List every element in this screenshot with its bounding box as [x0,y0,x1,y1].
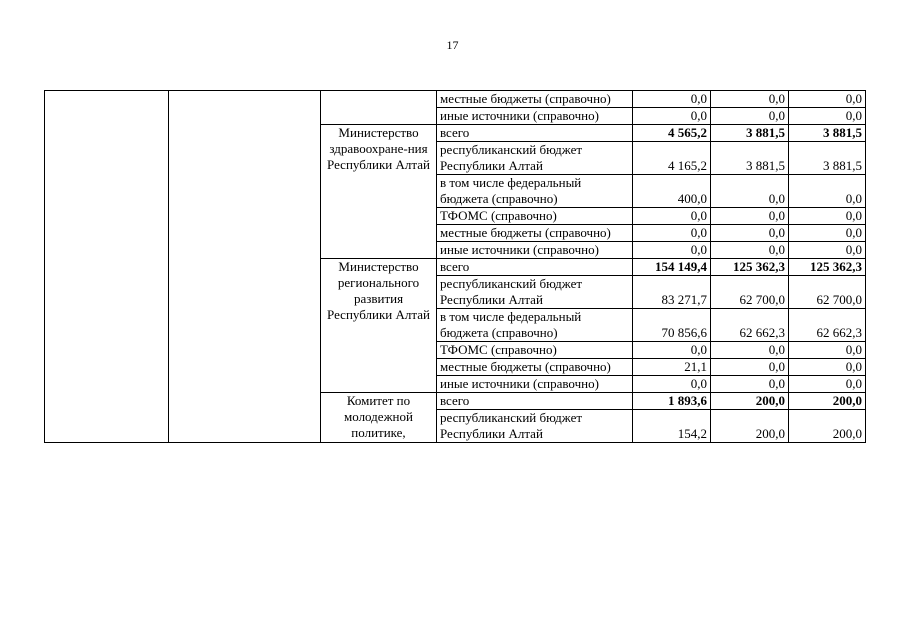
amount-cell: 0,0 [789,225,866,242]
funding-source-cell: республиканский бюджет Республики Алтай [437,276,633,309]
organization-cell: Комитет по молодежной политике, [321,393,437,443]
funding-source-cell: всего [437,393,633,410]
organization-cell [321,91,437,125]
amount-cell: 200,0 [711,410,789,443]
amount-cell: 3 881,5 [711,125,789,142]
funding-source-cell: местные бюджеты (справочно) [437,225,633,242]
amount-cell: 0,0 [633,342,711,359]
amount-cell: 0,0 [789,91,866,108]
amount-cell: 70 856,6 [633,309,711,342]
table-body [45,91,866,443]
amount-cell: 0,0 [789,108,866,125]
page-number: 17 [446,38,459,52]
amount-cell: 200,0 [711,393,789,410]
amount-cell: 200,0 [789,410,866,443]
funding-source-cell: местные бюджеты (справочно) [437,91,633,108]
amount-cell: 0,0 [711,376,789,393]
amount-cell: 4 165,2 [633,142,711,175]
funding-source-cell: ТФОМС (справочно) [437,342,633,359]
amount-cell: 154 149,4 [633,259,711,276]
amount-cell: 0,0 [711,108,789,125]
organization-cell: Министерство здравоохране-ния Республики Алтай [321,125,437,259]
amount-cell: 0,0 [789,359,866,376]
funding-source-cell: республиканский бюджет Республики Алтай [437,410,633,443]
funding-source-cell: республиканский бюджет Республики Алтай [437,142,633,175]
amount-cell: 0,0 [711,175,789,208]
amount-cell: 3 881,5 [789,142,866,175]
amount-cell: 0,0 [711,225,789,242]
funding-source-cell: в том числе федеральный бюджета (справочно) [437,309,633,342]
amount-cell: 154,2 [633,410,711,443]
amount-cell: 400,0 [633,175,711,208]
amount-cell: 125 362,3 [711,259,789,276]
funding-source-cell: иные источники (справочно) [437,108,633,125]
amount-cell: 0,0 [633,225,711,242]
funding-source-cell: всего [437,259,633,276]
amount-cell: 0,0 [789,242,866,259]
amount-cell: 0,0 [633,242,711,259]
amount-cell: 0,0 [789,376,866,393]
amount-cell: 62 700,0 [789,276,866,309]
organization-cell: Министерство регионального развития Республики Алтай [321,259,437,393]
budget-table [44,90,866,443]
amount-cell: 1 893,6 [633,393,711,410]
amount-cell: 0,0 [711,208,789,225]
funding-source-cell: иные источники (справочно) [437,376,633,393]
amount-cell: 0,0 [633,91,711,108]
amount-cell: 0,0 [633,108,711,125]
amount-cell: 3 881,5 [711,142,789,175]
funding-source-cell: в том числе федеральный бюджета (справочно) [437,175,633,208]
amount-cell: 4 565,2 [633,125,711,142]
amount-cell: 125 362,3 [789,259,866,276]
amount-cell: 0,0 [711,359,789,376]
funding-source-cell: ТФОМС (справочно) [437,208,633,225]
column-blank-2 [169,91,321,443]
amount-cell: 0,0 [789,175,866,208]
amount-cell: 0,0 [711,342,789,359]
amount-cell: 83 271,7 [633,276,711,309]
amount-cell: 62 662,3 [789,309,866,342]
amount-cell: 21,1 [633,359,711,376]
amount-cell: 0,0 [789,208,866,225]
amount-cell: 0,0 [633,208,711,225]
funding-source-cell: всего [437,125,633,142]
amount-cell: 0,0 [711,91,789,108]
amount-cell: 0,0 [711,242,789,259]
column-blank-1 [45,91,169,443]
amount-cell: 62 700,0 [711,276,789,309]
amount-cell: 0,0 [789,342,866,359]
table-row [45,91,866,108]
amount-cell: 0,0 [633,376,711,393]
amount-cell: 3 881,5 [789,125,866,142]
funding-source-cell: местные бюджеты (справочно) [437,359,633,376]
amount-cell: 200,0 [789,393,866,410]
funding-source-cell: иные источники (справочно) [437,242,633,259]
amount-cell: 62 662,3 [711,309,789,342]
